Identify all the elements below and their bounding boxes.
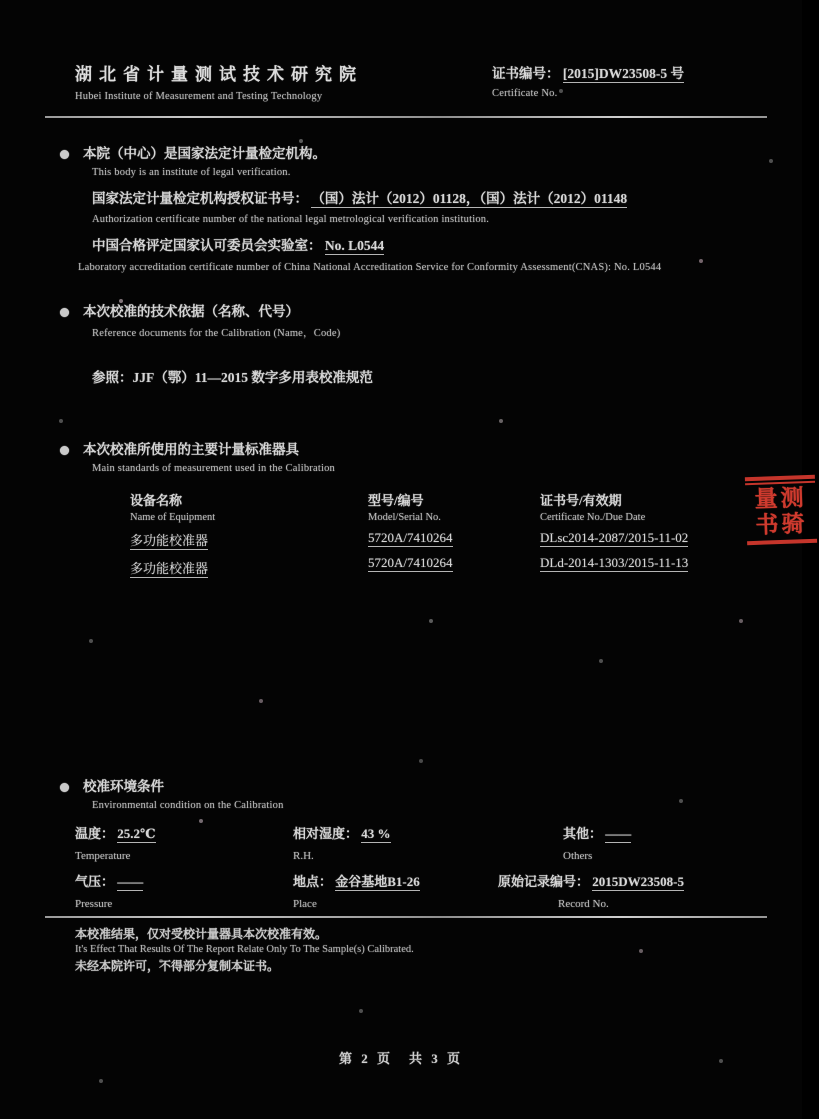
others-label-en: Others (563, 850, 593, 862)
legal-title-cn: 本院（中心）是国家法定计量检定机构。 (83, 146, 326, 161)
legal-auth-row (92, 187, 760, 207)
env-field-humidity (293, 823, 391, 862)
legal-cnas-row (92, 234, 760, 254)
legal-cnas-en: Laboratory accreditation certificate number of China National Accreditation Service for Conformity Assessment(CNAS): No. L0544 (78, 262, 662, 273)
environment-title-cn: 校准环境条件 (83, 779, 164, 794)
record-no-label-cn: 原始记录编号： (498, 874, 590, 889)
page-number: 第 2 页 共 3 页 (338, 1051, 463, 1066)
table-cell: 多功能校准器 (130, 561, 209, 576)
table-cell: DLsc2014-2087/2015-11-02 (540, 530, 689, 545)
legal-auth-en: Authorization certificate number of the national legal metrological verification institution. (92, 214, 490, 225)
note-line1-en: It's Effect That Results Of The Report Relate Only To The Sample(s) Calibrated. (75, 944, 414, 955)
notes-block (75, 925, 715, 974)
env-field-others (563, 823, 631, 862)
col-header-model-cn: 型号/编号 (368, 493, 424, 508)
col-header-cert-cn: 证书号/有效期 (540, 493, 622, 508)
cert-no-line (492, 62, 684, 82)
reference-title-row (60, 300, 760, 320)
bullet-icon (60, 446, 69, 455)
section-reference (60, 300, 760, 386)
place-label-en: Place (293, 898, 317, 910)
record-no-label-en: Record No. (558, 898, 609, 910)
note-line2-cn: 未经本院许可，不得部分复制本证书。 (75, 959, 280, 973)
cert-no-label-cn: 证书编号： (492, 66, 560, 81)
table-cell: DLd-2014-1303/2015-11-13 (540, 555, 689, 570)
header-org (75, 60, 363, 102)
place-value: 金谷基地B1-26 (335, 874, 420, 889)
stamp-text-line1: 量测 (754, 485, 808, 512)
standards-col-model (368, 490, 453, 571)
bullet-icon (60, 783, 69, 792)
pressure-value: —— (117, 874, 144, 889)
standards-col-name (130, 490, 215, 577)
legal-title-row (60, 142, 760, 162)
cnas-value: No. L0544 (324, 238, 385, 253)
place-label-cn: 地点： (293, 874, 333, 889)
org-name-cn: 湖北省计量测试技术研究院 (75, 65, 363, 84)
environment-title-en: Environmental condition on the Calibration (92, 800, 284, 811)
humidity-label-en: R.H. (293, 850, 314, 862)
record-no-value: 2015DW23508-5 (592, 874, 684, 889)
temperature-label-en: Temperature (75, 850, 131, 862)
header-cert-no (492, 62, 684, 99)
stamp-text-line2: 书骑 (755, 511, 808, 538)
reference-doc: 参照：JJF（鄂）11—2015 数字多用表校准规范 (92, 370, 373, 385)
paging-seal-stamp (743, 473, 819, 548)
standards-title-en: Main standards of measurement used in the Calibration (92, 463, 335, 474)
bullet-icon (60, 150, 69, 159)
col-header-name-cn: 设备名称 (130, 493, 183, 508)
standards-col-cert (540, 490, 688, 571)
table-cell: 5720A/7410264 (368, 530, 453, 545)
auth-label-cn: 国家法定计量检定机构授权证书号： (92, 191, 308, 206)
environment-title-row (60, 775, 780, 795)
auth-value: （国）法计（2012）01128，（国）法计（2012）01148 (311, 191, 628, 206)
footer-divider (45, 916, 767, 918)
env-field-record-no (498, 871, 684, 910)
cert-no-value: [2015]DW23508-5 号 (562, 66, 684, 81)
pressure-label-cn: 气压： (75, 874, 115, 889)
reference-title-cn: 本次校准的技术依据（名称、代号） (83, 304, 299, 319)
env-field-pressure (75, 871, 143, 910)
temperature-label-cn: 温度： (75, 826, 115, 841)
section-standards (60, 438, 780, 474)
header-divider (45, 116, 767, 118)
reference-title-en: Reference documents for the Calibration (Name，Code) (92, 328, 341, 339)
env-field-temperature (75, 823, 156, 862)
humidity-label-cn: 相对湿度： (293, 826, 359, 841)
stamp-bar (747, 539, 817, 545)
cert-no-label-en: Certificate No. (492, 88, 558, 99)
others-value: —— (605, 826, 632, 841)
table-cell: 多功能校准器 (130, 533, 209, 548)
legal-title-en: This body is an institute of legal verification. (92, 167, 291, 178)
note-line1-cn: 本校准结果，仅对受校计量器具本次校准有效。 (75, 927, 328, 941)
org-name-en: Hubei Institute of Measurement and Testing Technology (75, 91, 323, 102)
others-label-cn: 其他： (563, 826, 603, 841)
col-header-name-en: Name of Equipment (130, 512, 216, 523)
scan-noise (0, 0, 2, 2)
humidity-value: 43 % (361, 826, 391, 841)
pressure-label-en: Pressure (75, 898, 113, 910)
temperature-value: 25.2℃ (117, 826, 156, 841)
table-cell: 5720A/7410264 (368, 555, 453, 570)
section-environment (60, 775, 780, 811)
standards-title-cn: 本次校准所使用的主要计量标准器具 (83, 442, 299, 457)
col-header-model-en: Model/Serial No. (368, 512, 441, 523)
bullet-icon (60, 308, 69, 317)
env-field-place (293, 871, 420, 910)
cnas-label-cn: 中国合格评定国家认可委员会实验室： (92, 238, 322, 253)
standards-title-row (60, 438, 780, 458)
col-header-cert-en: Certificate No./Due Date (540, 512, 646, 523)
section-legal (60, 142, 760, 273)
